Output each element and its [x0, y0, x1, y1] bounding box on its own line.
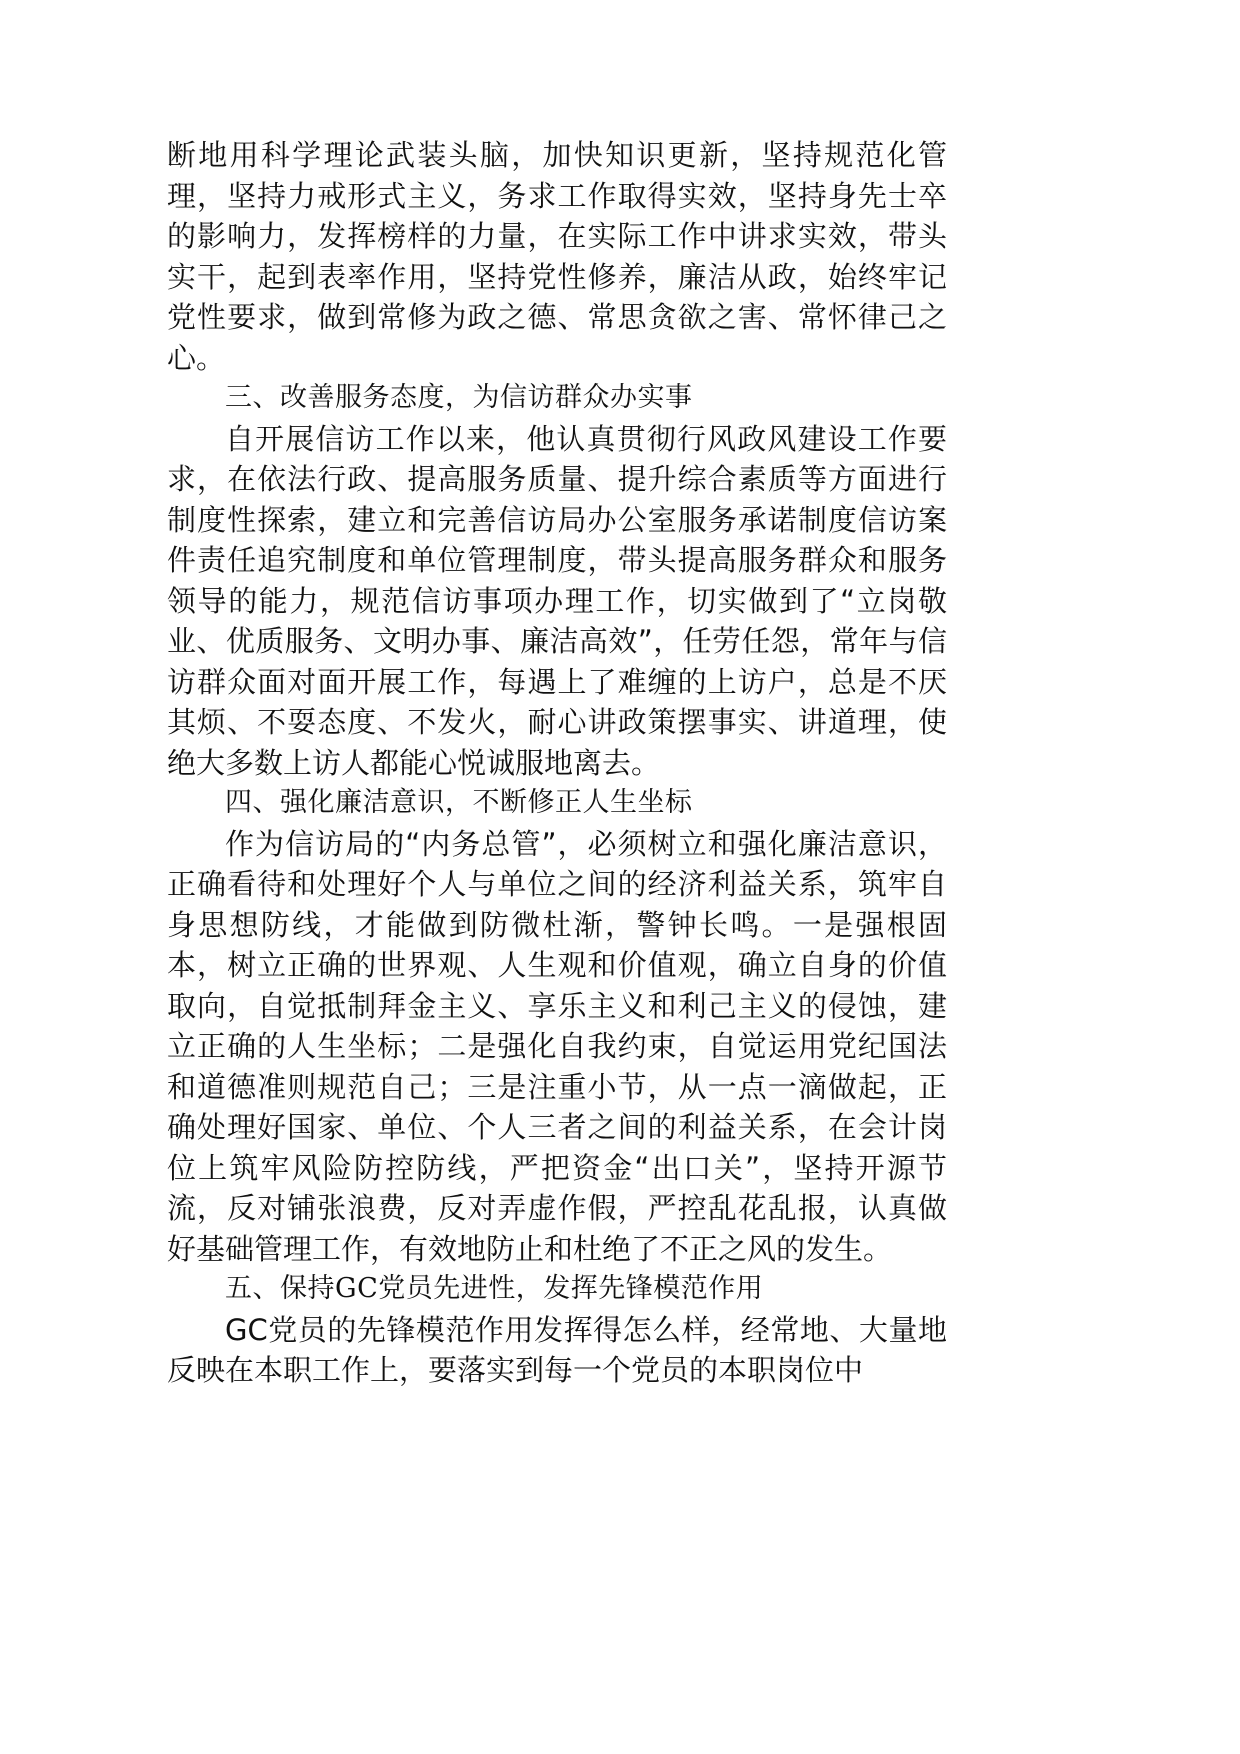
section-heading-4: 四、强化廉洁意识，不断修正人生坐标	[225, 787, 693, 818]
body-paragraph-5: GC党员的先锋模范作用发挥得怎么样，经常地、大量地反映在本职工作上，要落实到每一个党员的本职岗位中	[167, 1312, 947, 1387]
body-paragraph-continuation: 断地用科学理论武装头脑，加快知识更新，坚持规范化管理，坚持力戒形式主义，务求工作取得实效，坚持身先士卒的影响力，发挥榜样的力量，在实际工作中讲求实效，带头实干，起到表率作用，坚持党性修养，廉洁从政，始终牢记党性要求，做到常修为政之德、常思贪欲之害、常怀律己之心。	[167, 138, 947, 375]
section-heading-3: 三、改善服务态度，为信访群众办实事	[225, 382, 693, 413]
section-heading-5: 五、保持GC党员先进性，发挥先锋模范作用	[225, 1273, 764, 1304]
body-paragraph-3: 自开展信访工作以来，他认真贯彻行风政风建设工作要求，在依法行政、提高服务质量、提升综合素质等方面进行制度性探索，建立和完善信访局办公室服务承诺制度信访案件责任追究制度和单位管理制度，带头提高服务群众和服务领导的能力，规范信访事项办理工作，切实做到了“立岗敬业、优质服务、文明办事、廉洁高效”，任劳任怨，常年与信访群众面对面开展工作，每遇上了难缠的上访户，总是不厌其烦、不耍态度、不发火，耐心讲政策摆事实、讲道理，使绝大多数上访人都能心悦诚服地离去。	[167, 421, 947, 780]
body-paragraph-4: 作为信访局的“内务总管”，必须树立和强化廉洁意识，正确看待和处理好个人与单位之间的经济利益关系，筑牢自身思想防线，才能做到防微杜渐，警钟长鸣。一是强根固本，树立正确的世界观、人生观和价值观，确立自身的价值取向，自觉抵制拜金主义、享乐主义和利己主义的侵蚀，建立正确的人生坐标；二是强化自我约束，自觉运用党纪国法和道德准则规范自己；三是注重小节，从一点一滴做起，正确处理好国家、单位、个人三者之间的利益关系，在会计岗位上筑牢风险防控防线，严把资金“出口关”，坚持开源节流，反对铺张浪费，反对弄虚作假，严控乱花乱报，认真做好基础管理工作，有效地防止和杜绝了不正之风的发生。	[167, 826, 947, 1266]
document-body	[167, 135, 947, 1391]
